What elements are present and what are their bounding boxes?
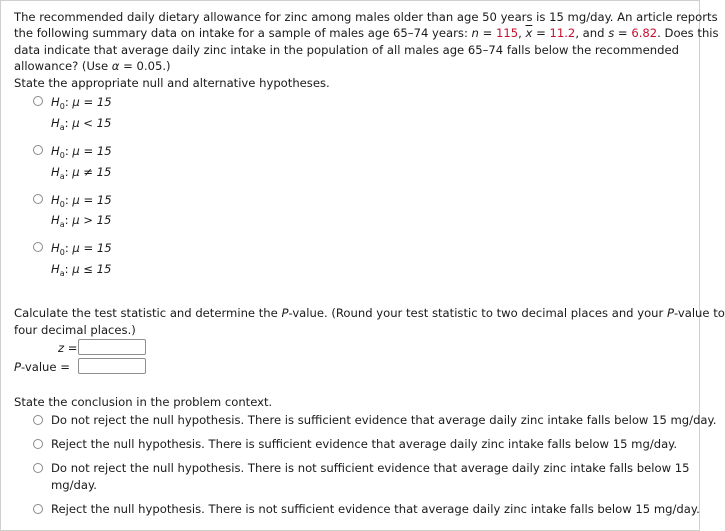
p-symbol: P: [14, 360, 21, 374]
problem-text: The recommended daily dietary allowance for zinc among males older than age 50 years is 15 mg/day. An article reports: [14, 10, 718, 24]
problem-line-4: allowance? (Use α = 0.05.): [14, 59, 171, 73]
radio-button[interactable]: [33, 504, 43, 514]
problem-text: data indicate that average daily zinc intake in the population of all males age 65–74 falls below the recommended: [14, 43, 679, 57]
problem-line-3: [14, 43, 679, 57]
equals-sign: =: [67, 341, 78, 355]
z-input[interactable]: [78, 339, 146, 355]
ha-text: μ > 15: [72, 213, 112, 227]
test-prompt-text: -value to: [673, 306, 725, 320]
radio-button[interactable]: [33, 242, 43, 252]
ha-text: μ ≤ 15: [72, 262, 112, 276]
ha-text: μ ≠ 15: [72, 165, 112, 179]
alt-hypothesis: $H_a$: μ > 15: [51, 213, 112, 229]
p-value-label: [14, 360, 70, 374]
s-value: 6.82: [631, 26, 658, 40]
problem-text: allowance? (Use: [14, 59, 112, 73]
null-hypothesis: $H_0$: μ = 15: [51, 193, 112, 209]
conclusion-prompt: State the conclusion in the problem context.: [14, 395, 273, 409]
test-prompt-text: Calculate the test statistic and determine the: [14, 306, 282, 320]
radio-button[interactable]: [33, 439, 43, 449]
h0-text: μ = 15: [72, 95, 112, 109]
z-label: [58, 341, 78, 355]
xbar-value: 11.2: [549, 26, 576, 40]
test-prompt-line-2: four decimal places.): [14, 323, 136, 337]
z-symbol: z: [58, 341, 65, 355]
radio-button[interactable]: [33, 96, 43, 106]
h0-text: μ = 15: [72, 144, 112, 158]
problem-text: .): [162, 59, 171, 73]
radio-button[interactable]: [33, 463, 43, 473]
p-value-text: -value: [21, 360, 57, 374]
null-hypothesis: $H_0$: μ = 15: [51, 241, 112, 257]
conclusion-text: Do not reject the null hypothesis. There is sufficient evidence that average daily zinc intake falls below 15 mg/day.: [51, 413, 717, 427]
problem-line-2: the following summary data on intake for a sample of males age 65–74 years: n = 115, $\overline{x} = 11.2$, and s = 6.82. Does this: [14, 26, 719, 40]
conclusion-text-cont: mg/day.: [51, 478, 97, 492]
h0-text: μ = 15: [72, 193, 112, 207]
n-value: 115: [496, 26, 519, 40]
conclusion-text: Reject the null hypothesis. There is sufficient evidence that average daily zinc intake falls below 15 mg/day.: [51, 437, 678, 451]
radio-button[interactable]: [33, 145, 43, 155]
xbar-symbol: $\overline{x}$: [525, 26, 533, 40]
alt-hypothesis: $H_a$: μ < 15: [51, 116, 112, 132]
alpha-value: 0.05: [136, 59, 163, 73]
test-prompt-line-1: [14, 306, 725, 320]
n-symbol: n: [471, 26, 479, 40]
conclusion-text: Do not reject the null hypothesis. There is not sufficient evidence that average daily zinc intake falls below 15: [51, 461, 690, 475]
null-hypothesis: $H_0$: μ = 15: [51, 144, 112, 160]
null-hypothesis: $H_0$: μ = 15: [51, 95, 112, 111]
test-prompt-text: -value. (Round your test statistic to two decimal places and your: [288, 306, 667, 320]
alpha-symbol: α: [111, 59, 120, 73]
h0-text: μ = 15: [72, 241, 112, 255]
radio-button[interactable]: [33, 194, 43, 204]
problem-text: . Does this: [657, 26, 719, 40]
p-symbol: P: [281, 306, 289, 320]
conclusion-text: Reject the null hypothesis. There is not sufficient evidence that average daily zinc intake falls below 15 mg/day.: [51, 502, 700, 516]
alt-hypothesis: $H_a$: μ ≠ 15: [51, 165, 112, 181]
p-value-input[interactable]: [78, 358, 146, 374]
ha-text: μ < 15: [72, 116, 112, 130]
s-symbol: s: [608, 26, 615, 40]
problem-line-1: [14, 10, 718, 24]
problem-text: the following summary data on intake for a sample of males age 65–74 years:: [14, 26, 472, 40]
equals-sign: =: [60, 360, 70, 374]
radio-button[interactable]: [33, 415, 43, 425]
p-symbol: P: [666, 306, 674, 320]
alt-hypothesis: $H_a$: μ ≤ 15: [51, 262, 112, 278]
hypotheses-prompt: State the appropriate null and alternative hypotheses.: [14, 76, 330, 90]
